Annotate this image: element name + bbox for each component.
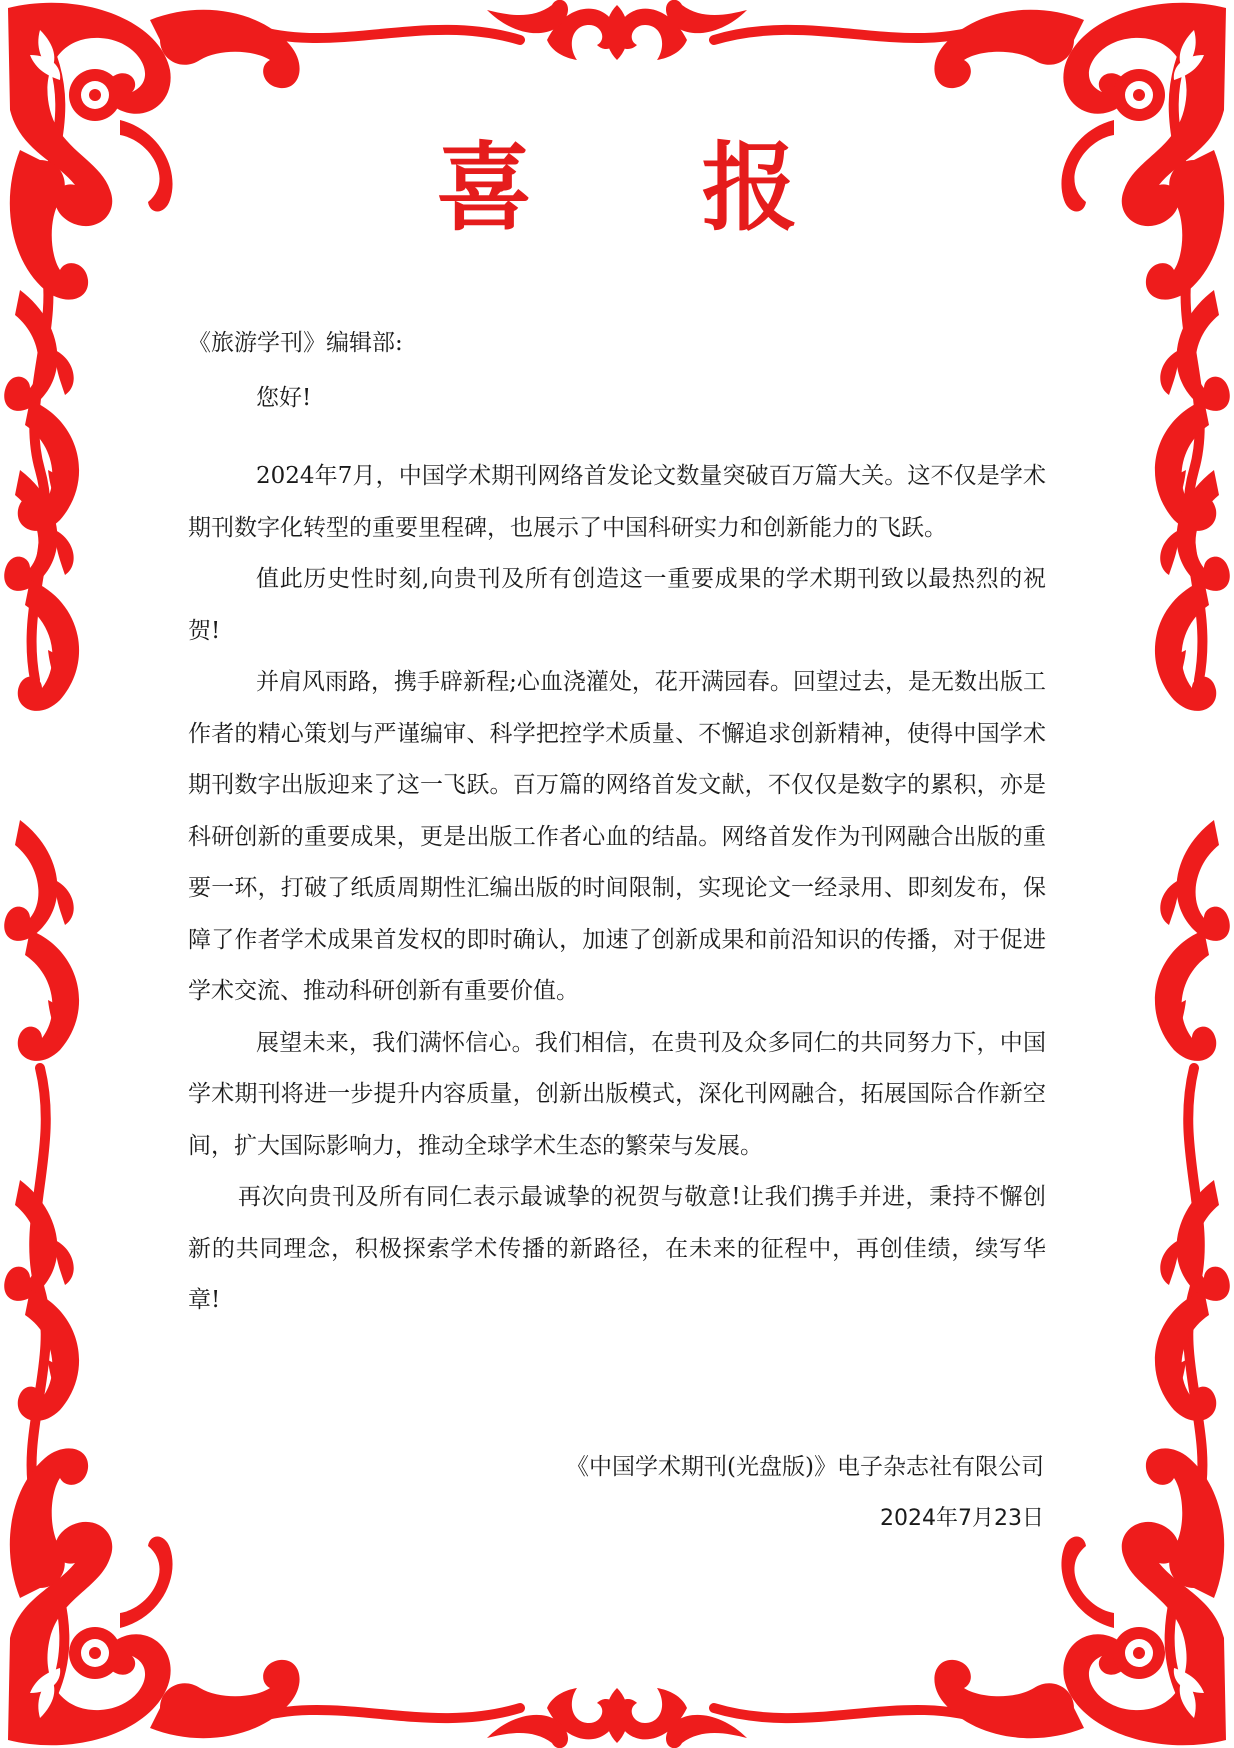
salutation: 《旅游学刊》编辑部: bbox=[188, 330, 403, 356]
paragraph-announcement: 2024年7月，中国学术期刊网络首发论文数量突破百万篇大关。这不仅是学术期刊数字化转型的重要里程碑，也展示了中国科研实力和创新能力的飞跃。 bbox=[188, 463, 1046, 541]
floral-side-left-lower bbox=[4, 820, 79, 1061]
paragraph-outlook: 展望未来，我们满怀信心。我们相信，在贵刊及众多同仁的共同努力下，中国学术期刊将进一步提升内容质量，创新出版模式，深化刊网融合，拓展国际合作新空间，扩大国际影响力，推动全球学术生态的繁荣与发展。 bbox=[188, 1029, 1046, 1159]
floral-side-right-lower bbox=[1155, 820, 1230, 1061]
paragraph-retrospective: 并肩风雨路，携手辟新程;心血浇灌处，花开满园春。回望过去，是无数出版工作者的精心策划与严谨编审、科学把控学术质量、不懈追求创新精神，使得中国学术期刊数字出版迎来了这一飞跃。百万篇的网络首发文献，不仅仅是数字的累积，亦是科研创新的重要成果，更是出版工作者心血的结晶。网络首发作为刊网融合出版的重要一环，打破了纸质周期性汇编出版的时间限制，实现论文一经录用、即刻发布，保障了作者学术成果首发权的即时确认，加速了创新成果和前沿知识的传播，对于促进学术交流、推动科研创新有重要价值。 bbox=[188, 669, 1046, 1004]
page-title: 喜 报 bbox=[436, 131, 866, 244]
greeting: 您好! bbox=[256, 384, 312, 411]
signature-organization: 《中国学术期刊(光盘版)》电子杂志社有限公司 bbox=[566, 1454, 1044, 1480]
signature-block bbox=[566, 1441, 1044, 1545]
letter-body bbox=[188, 318, 1046, 1327]
floral-corner-bottom-left bbox=[8, 1448, 300, 1745]
floral-bottom-center bbox=[487, 1688, 747, 1748]
paragraph-closing: 再次向贵刊及所有同仁表示最诚挚的祝贺与敬意!让我们携手并进，秉持不懈创新的共同理念，积极探索学术传播的新路径，在未来的征程中，再创佳绩，续写华章! bbox=[188, 1184, 1046, 1313]
signature-date: 2024年7月23日 bbox=[880, 1506, 1044, 1531]
floral-top-center bbox=[487, 0, 747, 60]
paragraph-congratulations: 值此历史性时刻,向贵刊及所有创造这一重要成果的学术期刊致以最热烈的祝贺! bbox=[188, 566, 1046, 644]
